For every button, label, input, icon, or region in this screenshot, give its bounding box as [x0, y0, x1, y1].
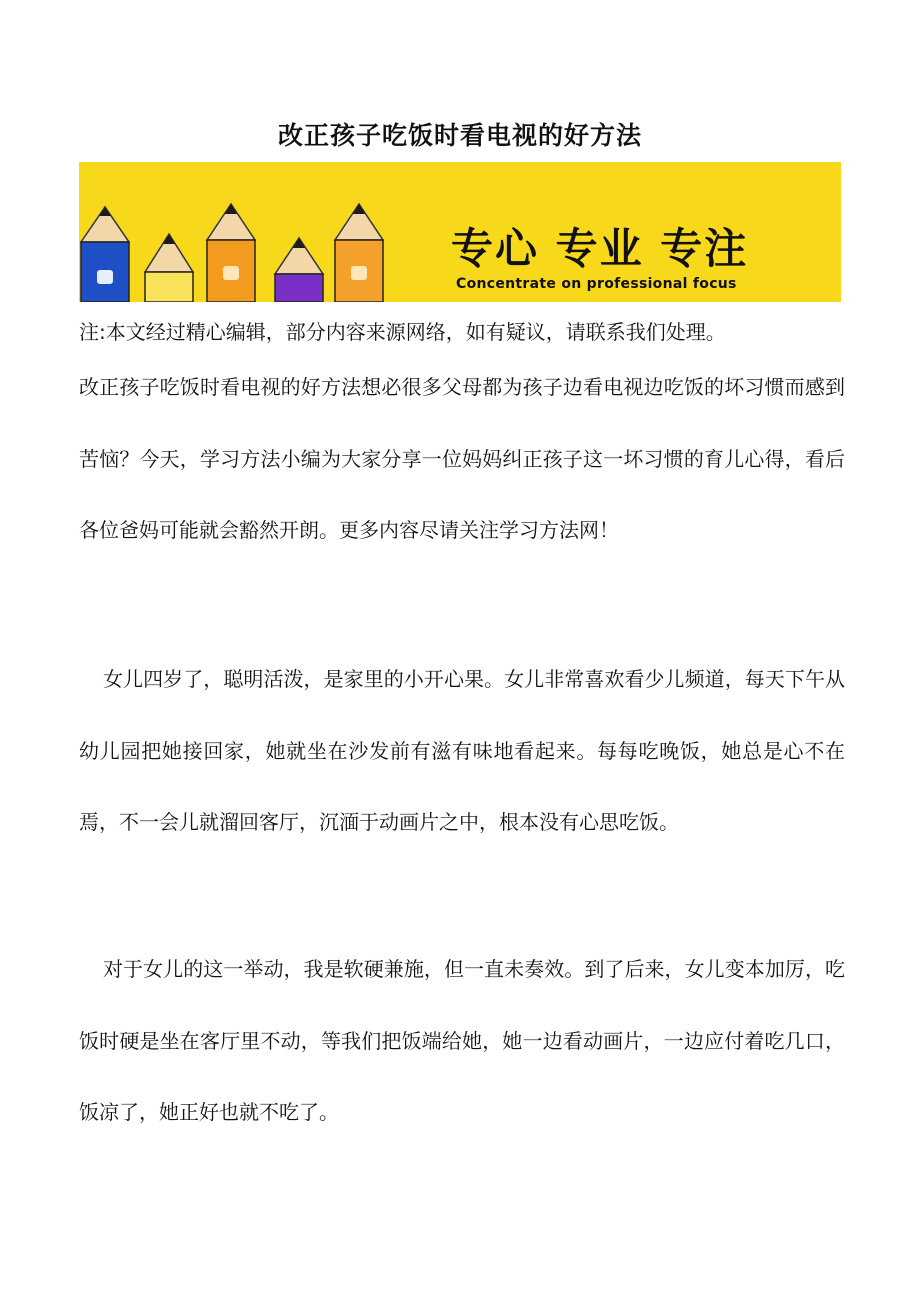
pencil-orange-icon — [207, 204, 255, 302]
paragraph-intro: 改正孩子吃饭时看电视的好方法想必很多父母都为孩子边看电视边吃饭的坏习惯而感到苦恼？今天，学习方法小编为大家分享一位妈妈纠正孩子这一坏习惯的育儿心得，看后各位爸妈可能就会豁然开朗。更多内容尽请关注学习方法网！ — [79, 375, 845, 542]
banner-slogan-chinese: 专心 专业 专注 — [451, 224, 749, 273]
editor-note: 注:本文经过精心编辑，部分内容来源网络，如有疑议，请联系我们处理。 — [79, 320, 726, 344]
pencil-yellow-icon — [145, 234, 193, 302]
pencil-blue-icon — [81, 207, 129, 302]
pencil-purple-icon — [275, 238, 323, 302]
banner-image — [79, 162, 841, 302]
paragraph-reaction: 对于女儿的这一举动，我是软硬兼施，但一直未奏效。到了后来，女儿变本加厉，吃饭时硬是坐在客厅里不动，等我们把饭端给她，她一边看动画片，一边应付着吃几口，饭凉了，她正好也就不吃了。 — [79, 957, 845, 1124]
banner-slogan-english: Concentrate on professional focus — [456, 276, 737, 292]
paragraph-daughter: 女儿四岁了，聪明活泼，是家里的小开心果。女儿非常喜欢看少儿频道，每天下午从幼儿园把她接回家，她就坐在沙发前有滋有味地看起来。每每吃晚饭，她总是心不在焉，不一会儿就溜回客厅，沉湎于动画片之中，根本没有心思吃饭。 — [79, 667, 845, 834]
page-title: 改正孩子吃饭时看电视的好方法 — [277, 121, 642, 150]
pencil-orange-2-icon — [335, 204, 383, 302]
